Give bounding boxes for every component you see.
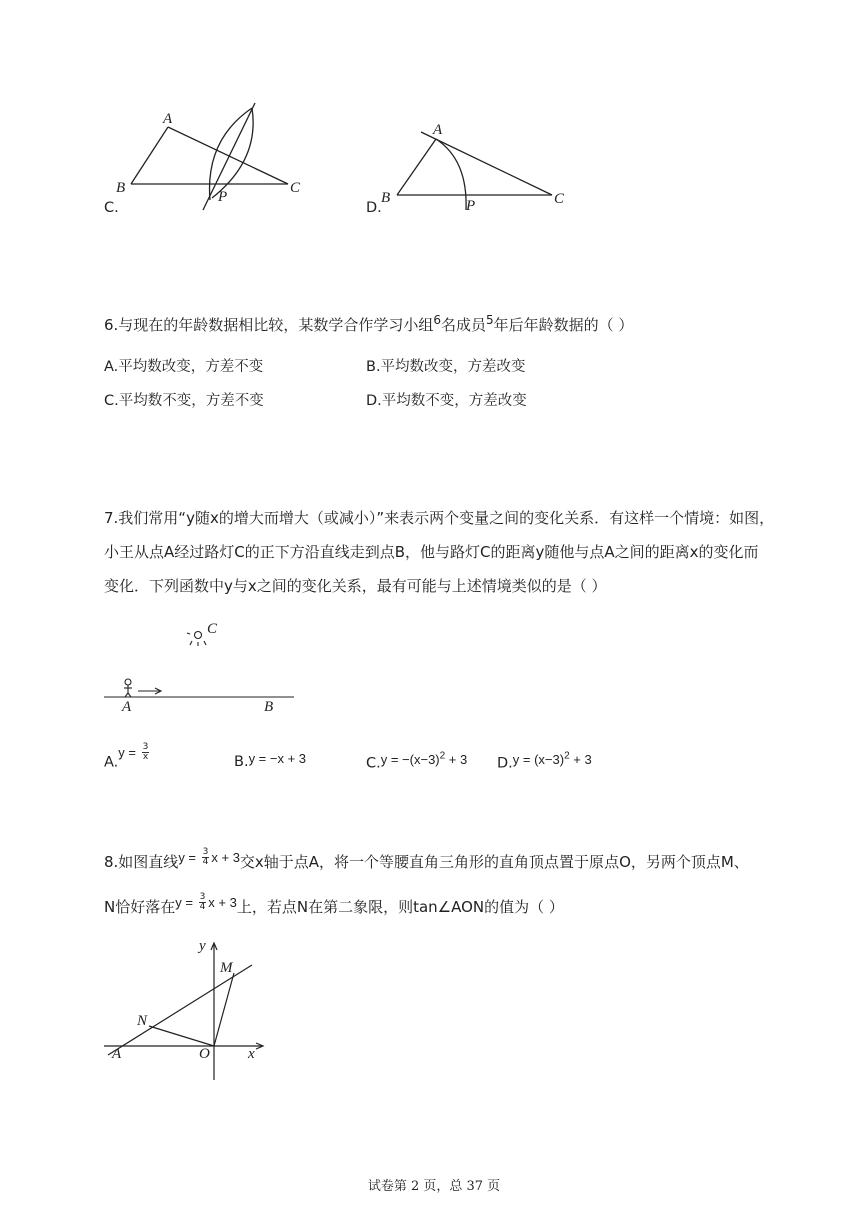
q6-option-d[interactable]: D.平均数不变，方差改变	[366, 393, 527, 409]
q6-option-a[interactable]: A.平均数改变，方差不变	[104, 359, 264, 375]
q8-fig-label-m: M	[220, 960, 233, 976]
q6-option-b[interactable]: B.平均数改变，方差改变	[366, 359, 526, 375]
q7-fig-label-c: C	[207, 621, 218, 637]
fig-d-label-p: P	[466, 198, 476, 214]
q8-fig-label-a: A	[112, 1046, 122, 1062]
q6-option-c[interactable]: C.平均数不变，方差不变	[104, 393, 264, 409]
fig-c-label-b: B	[116, 180, 126, 196]
fig-d-label-a: A	[433, 122, 443, 138]
fig-d-label-c: C	[554, 191, 565, 207]
q7-fig-label-b: B	[264, 699, 274, 715]
fig-c-label-p: P	[218, 189, 228, 205]
fig-c-label-c: C	[290, 180, 301, 196]
page-footer: 试卷第 2 页，总 37 页	[367, 1179, 501, 1194]
q7-option-b[interactable]: B.y = −x + 3	[234, 751, 307, 770]
q8-fig-label-n: N	[137, 1013, 148, 1029]
q8-fig-label-x: x	[248, 1046, 255, 1062]
q5-option-d-label: D.	[366, 200, 382, 216]
q8-fig-label-o: O	[199, 1046, 210, 1062]
fig-d-label-b: B	[381, 190, 391, 206]
q7-option-a[interactable]: A.y = $\frac{3}{x}$	[104, 742, 149, 771]
q8-line-1: 8.如图直线y = $\frac{3}{4}$ x + 3交x轴于点A，将一个等腰直角三角形的直角顶点置于原点O，另两个顶点M、	[104, 847, 749, 871]
q6-stem: 6.与现在的年龄数据相比较，某数学合作学习小组$^6$名成员$^5$年后年龄数据的（ ）	[104, 313, 634, 334]
q8-line-2: N恰好落在y = $\frac{3}{4}$ x + 3上，若点N在第二象限，则tan∠AON的值为（ ）	[104, 892, 564, 916]
q7-line-2: 小王从点A经过路灯C的正下方沿直线走到点B，他与路灯C的距离y随他与点A之间的距离x的变化而	[104, 543, 759, 561]
q5-option-c-label: C.	[104, 200, 119, 216]
q7-line-1: 7.我们常用“y随x的增大而增大（或减小）”来表示两个变量之间的变化关系．有这样一个情境：如图，	[104, 509, 775, 527]
q8-fig-label-y: y	[199, 938, 206, 954]
fig-c-label-a: A	[163, 111, 173, 127]
q7-fig-label-a: A	[122, 699, 132, 715]
q7-option-c[interactable]: $C.y = -(x-3)^2 + 3$	[366, 751, 468, 772]
q7-option-d[interactable]: $D.y = (x-3)^2 + 3$	[497, 751, 592, 772]
q7-line-3: 变化．下列函数中y与x之间的变化关系，最有可能与上述情境类似的是（ ）	[104, 577, 607, 595]
